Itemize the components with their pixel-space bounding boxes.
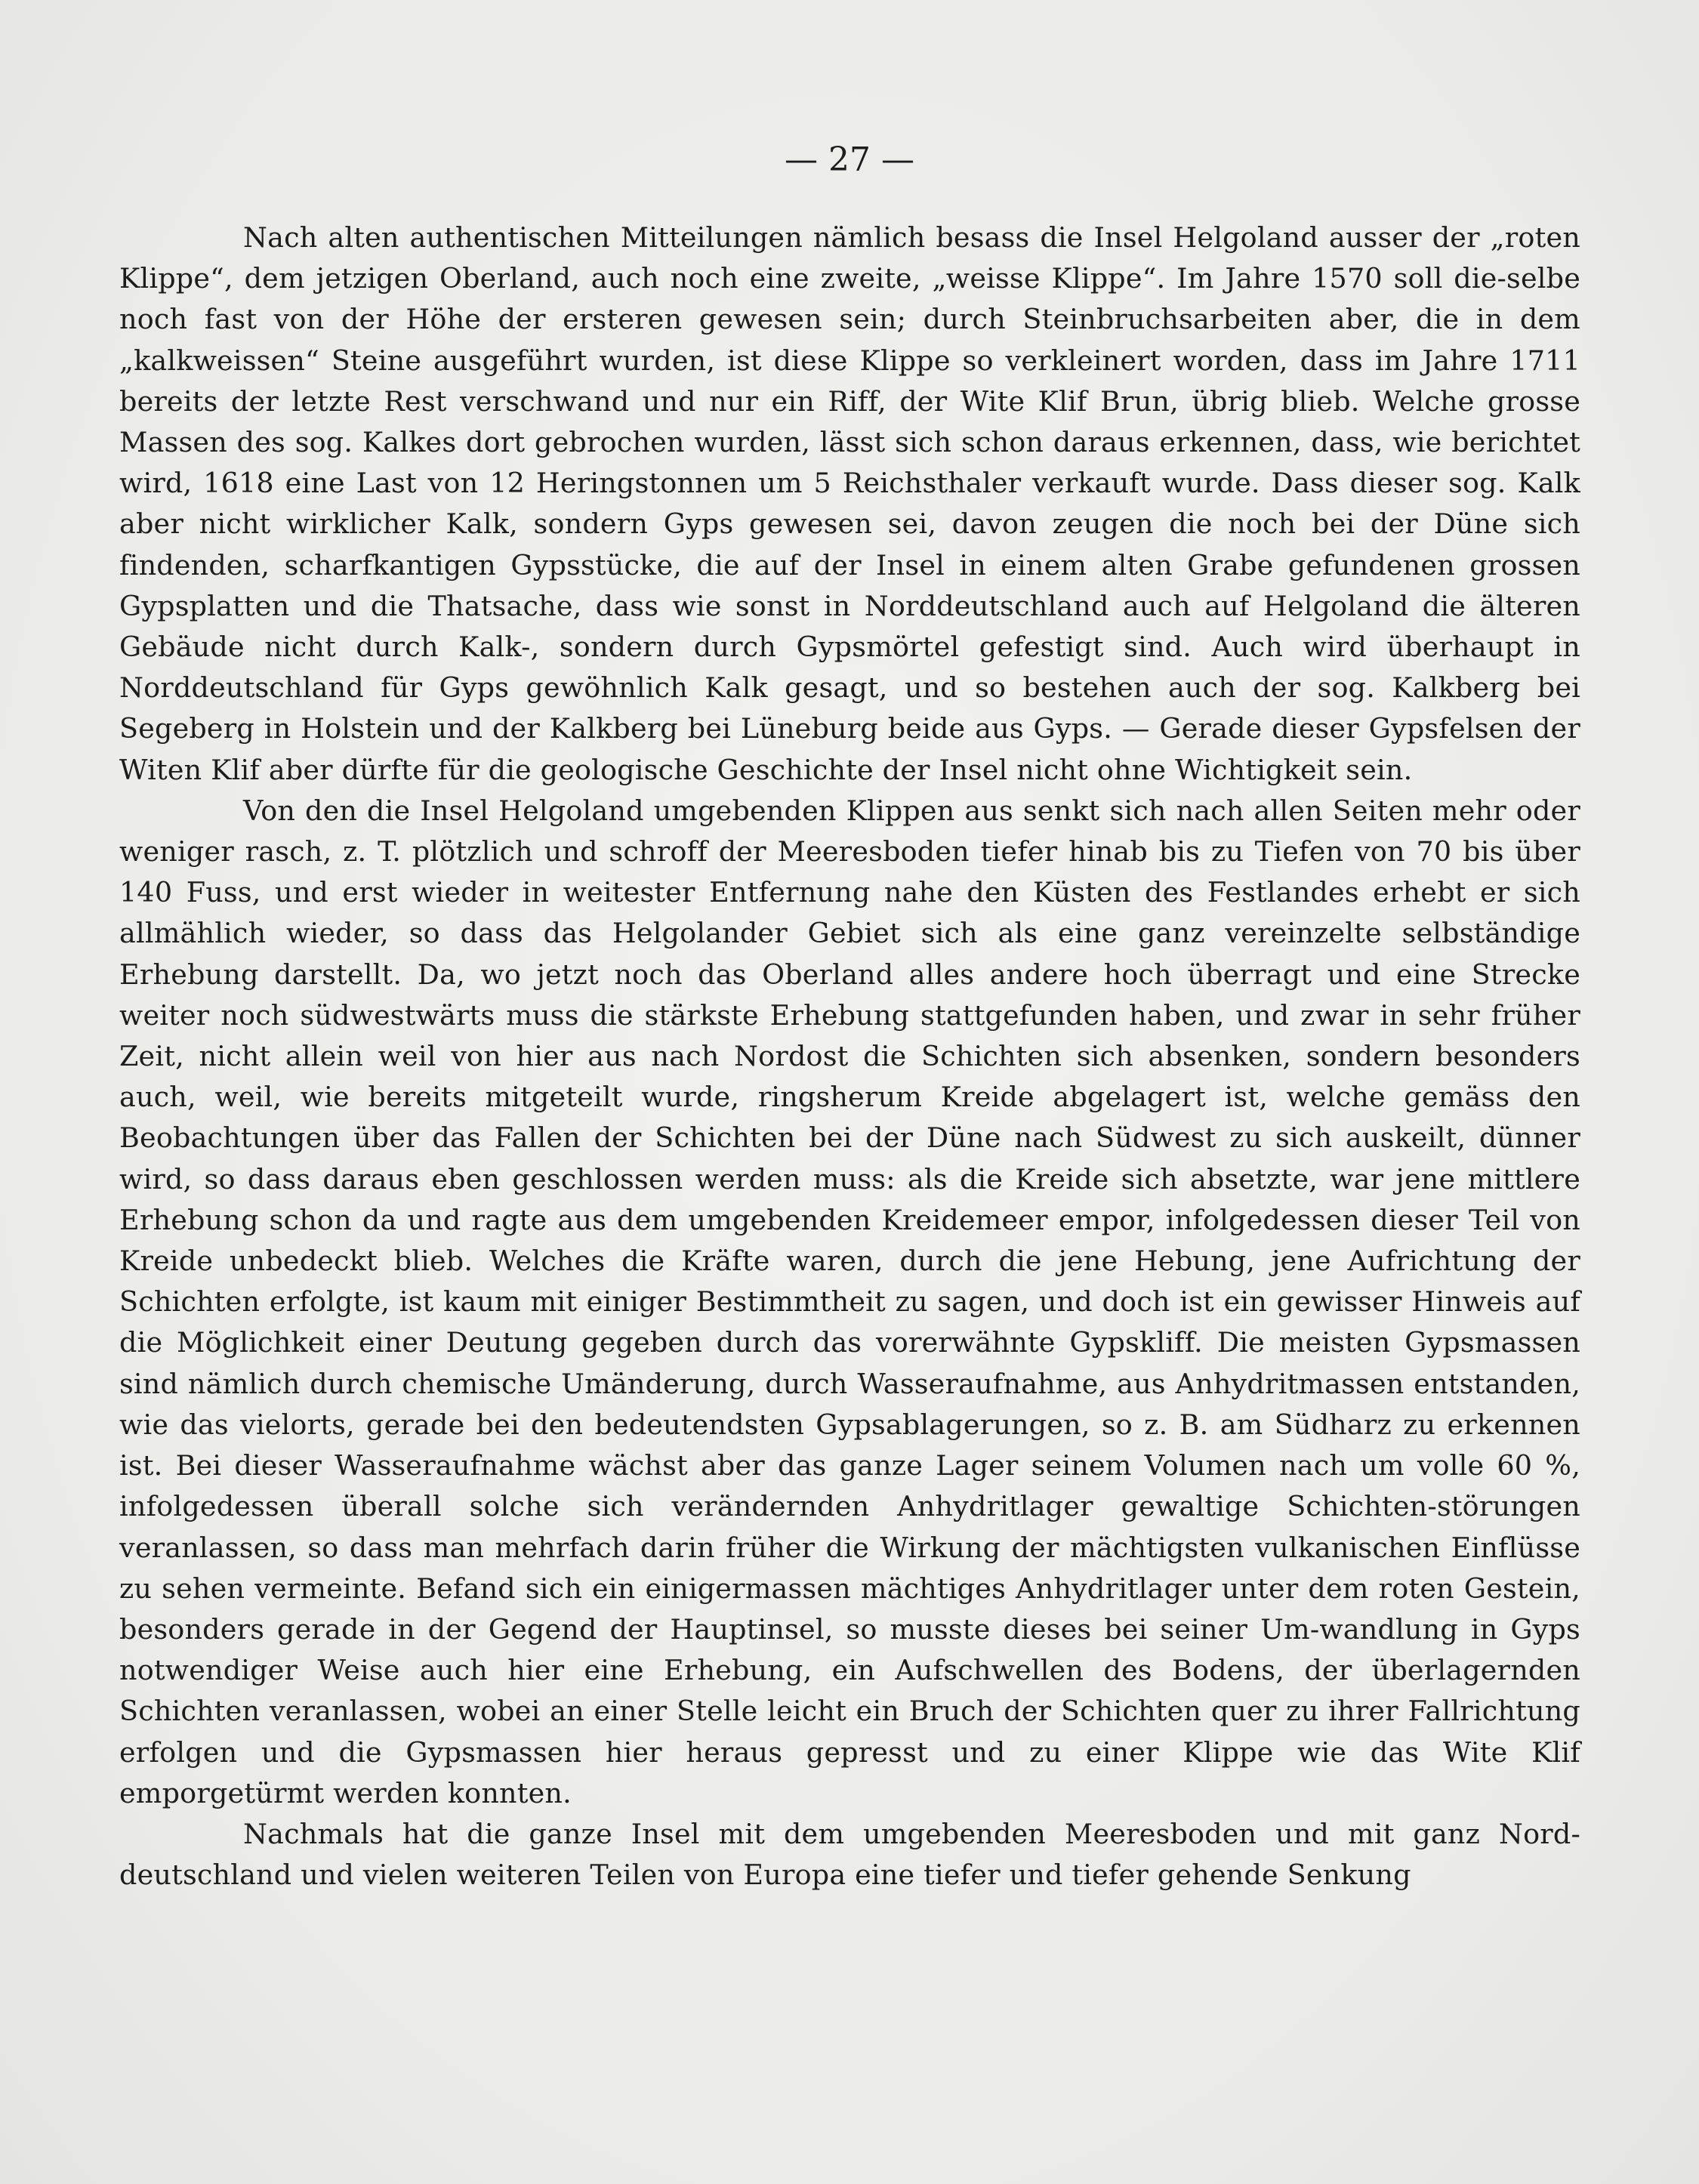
paragraph-3: Nachmals hat die ganze Insel mit dem umgebenden Meeresboden und mit ganz Nord-deutschland und vielen weiteren Teilen von Europa eine tiefer und tiefer gehende Senkung — [119, 1817, 1580, 1892]
page-number: — 27 — — [785, 140, 914, 179]
paragraph-2: Von den die Insel Helgoland umgebenden Klippen aus senkt sich nach allen Seiten mehr oder weniger rasch, z. T. plötzlich und schroff der Meeresboden tiefer hinab bis zu Tiefen von 70 bis über 140 Fuss, und erst wieder in weitester Entfernung nahe den Küsten des Festlandes erhebt er sich allmählich wieder, so dass das Helgolander Gebiet sich als eine ganz vereinzelte selbständige Erhebung darstellt. Da, wo jetzt noch das Oberland alles andere hoch überragt und eine Strecke weiter noch südwestwärts muss die stärkste Erhebung stattgefunden haben, und zwar in sehr früher Zeit, nicht allein weil von hier aus nach Nordost die Schichten sich absenken, sondern besonders auch, weil, wie bereits mitgeteilt wurde, ringsherum Kreide abgelagert ist, welche gemäss den Beobachtungen über das Fallen der Schichten bei der Düne nach Südwest zu sich auskeilt, dünner wird, so dass daraus eben geschlossen werden muss: als die Kreide sich absetzte, war jene mittlere Erhebung schon da und ragte aus dem umgebenden Kreidemeer empor, infolgedessen dieser Teil von Kreide unbedeckt blieb. Welches die Kräfte waren, durch die jene Hebung, jene Aufrichtung der Schichten erfolgte, ist kaum mit einiger Bestimmtheit zu sagen, und doch ist ein gewisser Hinweis auf die Möglichkeit einer Deutung gegeben durch das vorerwähnte Gypskliff. Die meisten Gypsmassen sind nämlich durch chemische Umänderung, durch Wasseraufnahme, aus Anhydritmassen entstanden, wie das vielorts, gerade bei den bedeutendsten Gypsablagerungen, so z. B. am Südharz zu erkennen ist. Bei dieser Wasseraufnahme wächst aber das ganze Lager seinem Volumen nach um volle 60 %, infolgedessen überall solche sich verändernden Anhydritlager gewaltige Schichten-störungen veranlassen, so dass man mehrfach darin früher die Wirkung der mächtigsten vulkanischen Einflüsse zu sehen vermeinte. Befand sich ein einigermassen mächtiges Anhydritlager unter dem roten Gestein, besonders gerade in der Gegend der Hauptinsel, so musste dieses bei seiner Um-wandlung in Gyps notwendiger Weise auch hier eine Erhebung, ein Aufschwellen des Bodens, der überlagernden Schichten veranlassen, wobei an einer Stelle leicht ein Bruch der Schichten quer zu ihrer Fallrichtung erfolgen und die Gypsmassen hier heraus gepresst und zu einer Klippe wie das Wite Klif emporgetürmt werden konnten. — [119, 794, 1580, 1809]
paragraph-1: Nach alten authentischen Mitteilungen nämlich besass die Insel Helgoland ausser der „roten Klippe“, dem jetzigen Oberland, auch noch eine zweite, „weisse Klippe“. Im Jahre 1570 soll die-selbe noch fast von der Höhe der ersteren gewesen sein; durch Steinbruchsarbeiten aber, die in dem „kalkweissen“ Steine ausgeführt wurden, ist diese Klippe so verkleinert worden, dass im Jahre 1711 bereits der letzte Rest verschwand und nur ein Riff, der Wite Klif Brun, übrig blieb. Welche grosse Massen des sog. Kalkes dort gebrochen wurden, lässt sich schon daraus erkennen, dass, wie berichtet wird, 1618 eine Last von 12 Heringstonnen um 5 Reichsthaler verkauft wurde. Dass dieser sog. Kalk aber nicht wirklicher Kalk, sondern Gyps gewesen sei, davon zeugen die noch bei der Düne sich findenden, scharfkantigen Gypsstücke, die auf der Insel in einem alten Grabe gefundenen grossen Gypsplatten und die Thatsache, dass wie sonst in Norddeutschland auch auf Helgoland die älteren Gebäude nicht durch Kalk-, sondern durch Gypsmörtel gefestigt sind. Auch wird überhaupt in Norddeutschland für Gyps gewöhnlich Kalk gesagt, und so bestehen auch der sog. Kalkberg bei Segeberg in Holstein und der Kalkberg bei Lüneburg beide aus Gyps. — Gerade dieser Gypsfelsen der Witen Klif aber dürfte für die geologische Geschichte der Insel nicht ohne Wichtigkeit sein. — [119, 221, 1580, 786]
body-text — [119, 217, 1580, 1896]
